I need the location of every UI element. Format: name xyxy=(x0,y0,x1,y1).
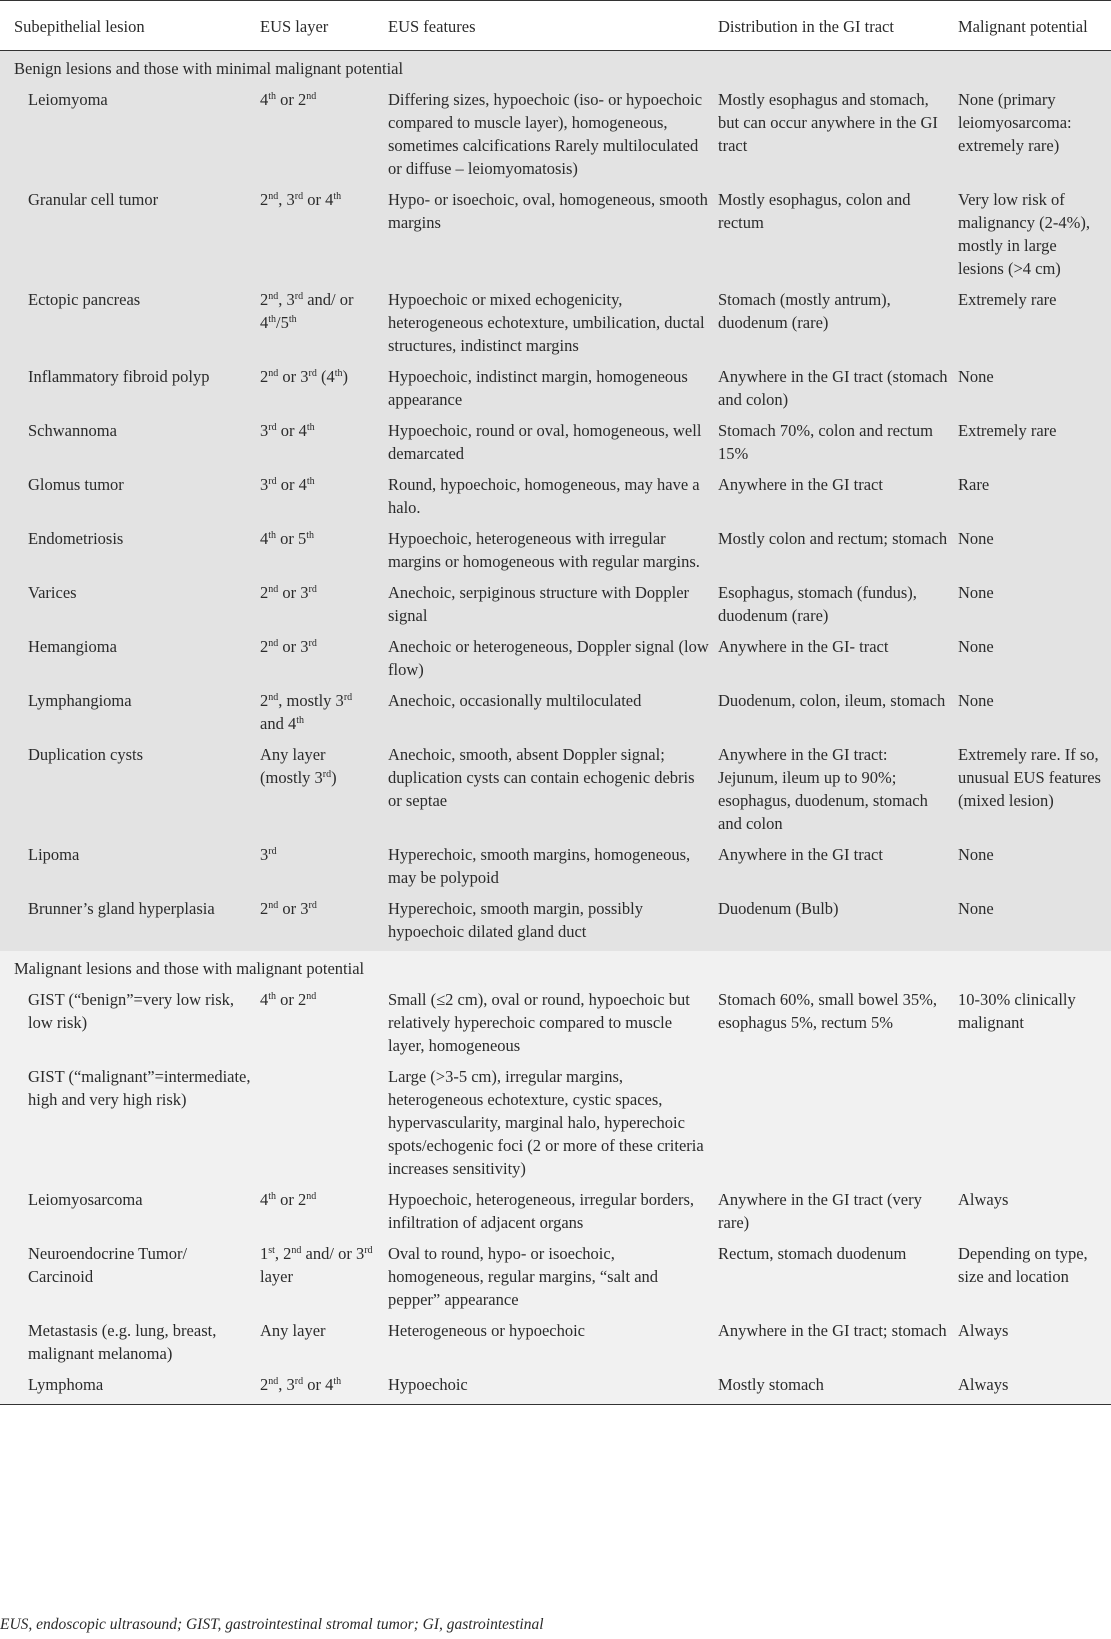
table-row xyxy=(0,527,1111,581)
eus-features-cell: Differing sizes, hypoechoic (iso- or hypoechoic compared to muscle layer), homogeneous, sometimes calcifications Rarely multiloculated or diffuse – leiomyomatosis) xyxy=(388,90,703,178)
malignant-potential-cell: None xyxy=(958,845,994,864)
eus-layer-cell: 2nd or 3rd xyxy=(260,637,317,656)
table-row xyxy=(0,843,1111,897)
eus-features-cell: Small (≤2 cm), oval or round, hypoechoic but relatively hyperechoic compared to muscle layer, homogeneous xyxy=(388,990,690,1055)
table-row xyxy=(0,689,1111,743)
lesion-name-cell: Ectopic pancreas xyxy=(28,290,141,309)
eus-features-cell: Anechoic or heterogeneous, Doppler signal (low flow) xyxy=(388,637,709,679)
malignant-potential-cell: None xyxy=(958,899,994,918)
table-row xyxy=(0,1188,1111,1242)
eus-features-cell: Heterogeneous or hypoechoic xyxy=(388,1321,586,1340)
header-lesion: Subepithelial lesion xyxy=(14,17,145,36)
malignant-potential-cell: None (primary leiomyosarcoma: extremely rare) xyxy=(958,90,1072,155)
distribution-cell: Anywhere in the GI tract (stomach and colon) xyxy=(718,367,948,409)
header-eus-features: EUS features xyxy=(388,17,476,36)
distribution-cell: Rectum, stomach duodenum xyxy=(718,1244,907,1263)
eus-layer-cell xyxy=(260,1065,388,1188)
distribution-cell: Anywhere in the GI tract xyxy=(718,845,883,864)
eus-layer-cell: 2nd or 3rd (4th) xyxy=(260,367,348,386)
section-title: Benign lesions and those with minimal malignant potential xyxy=(14,59,404,78)
eus-layer-cell: 2nd, mostly 3rd and 4th xyxy=(260,691,353,733)
eus-features-cell: Hypoechoic, indistinct margin, homogeneous appearance xyxy=(388,367,688,409)
malignant-potential-cell: 10-30% clinically malignant xyxy=(958,990,1076,1032)
table-row xyxy=(0,1065,1111,1188)
lesion-name-cell: GIST (“malignant”=intermediate, high and very high risk) xyxy=(28,1067,251,1109)
table-row xyxy=(0,288,1111,365)
lesion-name-cell: Lipoma xyxy=(28,845,80,864)
lesion-name-cell: Leiomyosarcoma xyxy=(28,1190,143,1209)
eus-features-cell: Hyperechoic, smooth margins, homogeneous, may be polypoid xyxy=(388,845,691,887)
eus-layer-cell: Any layer (mostly 3rd) xyxy=(260,745,337,787)
malignant-potential-cell: Depending on type, size and location xyxy=(958,1244,1088,1286)
distribution-cell: Mostly esophagus, colon and rectum xyxy=(718,190,911,232)
eus-layer-cell: 1st, 2nd and/ or 3rd layer xyxy=(260,1244,373,1286)
eus-features-cell: Hypo- or isoechoic, oval, homogeneous, smooth margins xyxy=(388,190,708,232)
malignant-potential-cell: Always xyxy=(958,1190,1009,1209)
distribution-cell: Stomach 60%, small bowel 35%, esophagus 5%, rectum 5% xyxy=(718,990,938,1032)
lesion-name-cell: Glomus tumor xyxy=(28,475,124,494)
lesion-name-cell: GIST (“benign”=very low risk, low risk) xyxy=(28,990,235,1032)
distribution-cell: Duodenum (Bulb) xyxy=(718,899,839,918)
malignant-potential-cell: Extremely rare xyxy=(958,421,1057,440)
eus-layer-cell: Any layer xyxy=(260,1321,326,1340)
lesion-name-cell: Brunner’s gland hyperplasia xyxy=(28,899,215,918)
eus-features-cell: Round, hypoechoic, homogeneous, may have a halo. xyxy=(388,475,700,517)
distribution-cell xyxy=(718,1065,958,1188)
table-row xyxy=(0,473,1111,527)
malignant-potential-cell: Extremely rare xyxy=(958,290,1057,309)
eus-features-cell: Anechoic, occasionally multiloculated xyxy=(388,691,642,710)
lesion-name-cell: Inflammatory fibroid polyp xyxy=(28,367,210,386)
distribution-cell: Anywhere in the GI tract; stomach xyxy=(718,1321,947,1340)
eus-features-cell: Large (>3-5 cm), irregular margins, heterogeneous echotexture, cystic spaces, hypervascularity, marginal halo, hyperechoic spots/echogenic foci (2 or more of these criteria increases sensitivity) xyxy=(388,1067,704,1178)
lesion-name-cell: Metastasis (e.g. lung, breast, malignant melanoma) xyxy=(28,1321,217,1363)
distribution-cell: Anywhere in the GI- tract xyxy=(718,637,889,656)
distribution-cell: Mostly esophagus and stomach, but can occur anywhere in the GI tract xyxy=(718,90,938,155)
lesion-name-cell: Granular cell tumor xyxy=(28,190,159,209)
eus-layer-cell: 3rd xyxy=(260,845,277,864)
malignant-potential-cell: Always xyxy=(958,1375,1009,1394)
eus-features-cell: Oval to round, hypo- or isoechoic, homogeneous, regular margins, “salt and pepper” appearance xyxy=(388,1244,659,1309)
malignant-potential-cell: Rare xyxy=(958,475,990,494)
distribution-cell: Stomach (mostly antrum), duodenum (rare) xyxy=(718,290,891,332)
eus-layer-cell: 3rd or 4th xyxy=(260,475,315,494)
malignant-potential-cell: Extremely rare. If so, unusual EUS features (mixed lesion) xyxy=(958,745,1101,810)
eus-features-cell: Hypoechoic, heterogeneous with irregular margins or homogeneous with regular margins. xyxy=(388,529,700,571)
distribution-cell: Stomach 70%, colon and rectum 15% xyxy=(718,421,933,463)
malignant-potential-cell: None xyxy=(958,637,994,656)
distribution-cell: Anywhere in the GI tract xyxy=(718,475,883,494)
eus-layer-cell: 4th or 2nd xyxy=(260,1190,317,1209)
eus-features-cell: Hyperechoic, smooth margin, possibly hypoechoic dilated gland duct xyxy=(388,899,643,941)
table-row xyxy=(0,897,1111,951)
malignant-potential-cell: Very low risk of malignancy (2-4%), mostly in large lesions (>4 cm) xyxy=(958,190,1090,278)
table-row xyxy=(0,419,1111,473)
malignant-potential-cell: None xyxy=(958,583,994,602)
eus-layer-cell: 2nd, 3rd or 4th xyxy=(260,1375,342,1394)
eus-layer-cell: 2nd, 3rd or 4th xyxy=(260,190,342,209)
eus-layer-cell: 4th or 5th xyxy=(260,529,315,548)
malignant-potential-cell xyxy=(958,1065,1111,1188)
eus-features-cell: Hypoechoic, heterogeneous, irregular borders, infiltration of adjacent organs xyxy=(388,1190,695,1232)
eus-layer-cell: 4th or 2nd xyxy=(260,90,317,109)
lesion-name-cell: Leiomyoma xyxy=(28,90,108,109)
eus-layer-cell: 2nd or 3rd xyxy=(260,583,317,602)
eus-layer-cell: 3rd or 4th xyxy=(260,421,315,440)
table-footnote: EUS, endoscopic ultrasound; GIST, gastrointestinal stromal tumor; GI, gastrointestinal xyxy=(0,1616,544,1633)
table-header xyxy=(0,1,1111,51)
malignant-potential-cell: None xyxy=(958,529,994,548)
distribution-cell: Anywhere in the GI tract (very rare) xyxy=(718,1190,922,1232)
table-row xyxy=(0,365,1111,419)
table-row xyxy=(0,1242,1111,1319)
eus-features-cell: Anechoic, serpiginous structure with Doppler signal xyxy=(388,583,690,625)
malignant-potential-cell: None xyxy=(958,367,994,386)
eus-layer-cell: 2nd or 3rd xyxy=(260,899,317,918)
distribution-cell: Mostly stomach xyxy=(718,1375,824,1394)
distribution-cell: Anywhere in the GI tract: Jejunum, ileum up to 90%; esophagus, duodenum, stomach and colon xyxy=(718,745,928,833)
table-row xyxy=(0,88,1111,188)
malignant-potential-cell: None xyxy=(958,691,994,710)
table-row xyxy=(0,1319,1111,1373)
table-row xyxy=(0,581,1111,635)
lesion-name-cell: Lymphoma xyxy=(28,1375,104,1394)
section-title: Malignant lesions and those with malignant potential xyxy=(14,959,365,978)
table-row xyxy=(0,743,1111,843)
eus-features-cell: Hypoechoic xyxy=(388,1375,468,1394)
header-distribution: Distribution in the GI tract xyxy=(718,17,894,36)
eus-features-cell: Anechoic, smooth, absent Doppler signal; duplication cysts can contain echogenic debris or septae xyxy=(388,745,695,810)
lesion-name-cell: Duplication cysts xyxy=(28,745,144,764)
table-row xyxy=(0,188,1111,288)
lesion-name-cell: Varices xyxy=(28,583,77,602)
header-malignant-potential: Malignant potential xyxy=(958,17,1088,36)
lesion-name-cell: Schwannoma xyxy=(28,421,117,440)
lesion-name-cell: Lymphangioma xyxy=(28,691,132,710)
malignant-potential-cell: Always xyxy=(958,1321,1009,1340)
distribution-cell: Mostly colon and rectum; stomach xyxy=(718,529,948,548)
eus-layer-cell: 4th or 2nd xyxy=(260,990,317,1009)
distribution-cell: Duodenum, colon, ileum, stomach xyxy=(718,691,946,710)
table-row xyxy=(0,635,1111,689)
lesion-name-cell: Endometriosis xyxy=(28,529,124,548)
header-eus-layer: EUS layer xyxy=(260,17,329,36)
distribution-cell: Esophagus, stomach (fundus), duodenum (rare) xyxy=(718,583,917,625)
lesion-name-cell: Neuroendocrine Tumor/ Carcinoid xyxy=(28,1244,188,1286)
benign-section xyxy=(0,51,1111,952)
malignant-section xyxy=(0,951,1111,1405)
lesion-name-cell: Hemangioma xyxy=(28,637,117,656)
eus-features-cell: Hypoechoic, round or oval, homogeneous, well demarcated xyxy=(388,421,702,463)
eus-layer-cell: 2nd, 3rd and/ or 4th/5th xyxy=(260,290,354,332)
eus-features-cell: Hypoechoic or mixed echogenicity, heterogeneous echotexture, umbilication, ductal structures, indistinct margins xyxy=(388,290,705,355)
table-row xyxy=(0,1373,1111,1405)
table-row xyxy=(0,988,1111,1065)
